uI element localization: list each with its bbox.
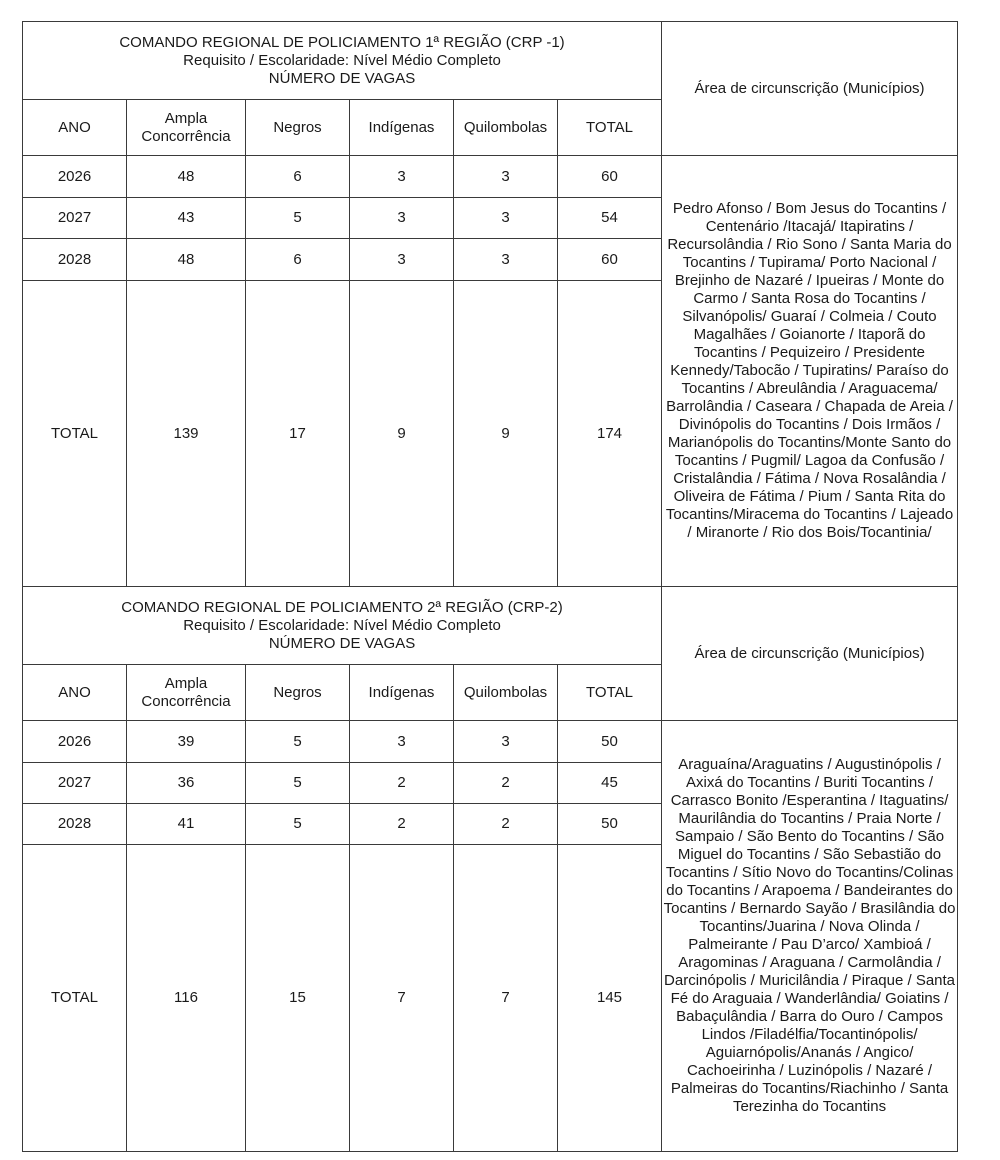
crp1-col-ampla	[127, 100, 246, 156]
crp2-col-ampla-line2: Concorrência	[141, 692, 231, 710]
crp2-vacancies-label: NÚMERO DE VAGAS	[268, 634, 416, 652]
crp2-requirement: Requisito / Escolaridade: Nível Médio Completo	[183, 616, 501, 634]
crp2-col-total: TOTAL	[558, 665, 662, 721]
cell: 2026	[23, 156, 127, 198]
crp2-area-header: Área de circunscrição (Municípios)	[662, 587, 958, 721]
cell: 145	[558, 845, 662, 1152]
crp2-col-quilombolas: Quilombolas	[454, 665, 558, 721]
crp1-col-quilombolas: Quilombolas	[454, 100, 558, 156]
crp1-col-indigenas: Indígenas	[350, 100, 454, 156]
cell: 3	[454, 721, 558, 763]
cell: 5	[246, 804, 350, 845]
table-row	[23, 721, 958, 763]
crp1-header	[23, 22, 662, 100]
crp1-title: COMANDO REGIONAL DE POLICIAMENTO 1ª REGIÃO (CRP -1)	[119, 33, 565, 51]
cell: TOTAL	[23, 845, 127, 1152]
crp2-col-ampla	[127, 665, 246, 721]
cell: 2	[454, 804, 558, 845]
cell: 41	[127, 804, 246, 845]
cell: 2	[454, 763, 558, 804]
cell: 5	[246, 763, 350, 804]
cell: 2027	[23, 198, 127, 239]
cell: 54	[558, 198, 662, 239]
crp1-requirement: Requisito / Escolaridade: Nível Médio Completo	[183, 51, 501, 69]
crp1-col-ampla-line2: Concorrência	[141, 127, 231, 145]
crp1-col-negros: Negros	[246, 100, 350, 156]
cell: 3	[350, 198, 454, 239]
cell: 9	[454, 281, 558, 587]
crp2-municipalities: Araguaína/Araguatins / Augustinópolis / Axixá do Tocantins / Buriti Tocantins / Carrasco Bonito /Esperantina / Itaguatins/ Maurilândia do Tocantins / Praia Norte / Sampaio / São Bento do Tocantins / São Miguel do Tocantins / São Sebastião do Tocantins / Sítio Novo do Tocantins/Colinas do Tocantins / Arapoema / Bandeirantes do Tocantins / Bernardo Sayão / Brasilândia do Tocantins/Juarina / Nova Olinda / Palmeirante / Pau D’arco/ Xambioá / Aragominas / Araguana / Carmolândia / Darcinópolis / Muricilândia / Piraque / Santa Fé do Araguaia / Wanderlândia/ Goiatins / Babaçulândia / Barra do Ouro / Campos Lindos /Filadélfia/Tocantinópolis/ Aguiarnópolis/Ananás / Angico/ Cachoeirinha / Luzinópolis / Nazaré / Palmeiras do Tocantins/Riachinho / Santa Terezinha do Tocantins	[662, 721, 958, 1152]
crp2-col-ampla-line1: Ampla	[164, 674, 208, 692]
cell: 2026	[23, 721, 127, 763]
crp1-table	[22, 21, 958, 587]
cell: 3	[454, 156, 558, 198]
cell: 3	[350, 239, 454, 281]
cell: 5	[246, 198, 350, 239]
cell: 9	[350, 281, 454, 587]
cell: 3	[350, 156, 454, 198]
cell: 7	[350, 845, 454, 1152]
cell: 2	[350, 804, 454, 845]
cell: 17	[246, 281, 350, 587]
cell: 60	[558, 239, 662, 281]
crp2-title: COMANDO REGIONAL DE POLICIAMENTO 2ª REGIÃO (CRP-2)	[121, 598, 563, 616]
cell: 3	[350, 721, 454, 763]
cell: 139	[127, 281, 246, 587]
cell: 2027	[23, 763, 127, 804]
crp1-col-total: TOTAL	[558, 100, 662, 156]
cell: 48	[127, 239, 246, 281]
crp1-municipalities: Pedro Afonso / Bom Jesus do Tocantins / Centenário /Itacajá/ Itapiratins / Recursolândia / Rio Sono / Santa Maria do Tocantins / Tupirama/ Porto Nacional / Brejinho de Nazaré / Ipueiras / Monte do Carmo / Santa Rosa do Tocantins / Silvanópolis/ Guaraí / Colmeia / Couto Magalhães / Goianorte / Itaporã do Tocantins / Pequizeiro / Presidente Kennedy/Tabocão / Tupiratins/ Paraíso do Tocantins / Abreulândia / Araguacema/ Barrolândia / Caseara / Chapada de Areia / Divinópolis do Tocantins / Dois Irmãos / Marianópolis do Tocantins/Monte Santo do Tocantins / Pugmil/ Lagoa da Confusão / Cristalândia / Fátima / Nova Rosalândia / Oliveira de Fátima / Pium / Santa Rita do Tocantins/Miracema do Tocantins / Lajeado / Miranorte / Rio dos Bois/Tocantinia/	[662, 156, 958, 587]
cell: 2	[350, 763, 454, 804]
cell: 2028	[23, 804, 127, 845]
cell: 3	[454, 239, 558, 281]
cell: 174	[558, 281, 662, 587]
table-row	[23, 156, 958, 198]
cell: 60	[558, 156, 662, 198]
crp2-col-indigenas: Indígenas	[350, 665, 454, 721]
crp1-col-ano: ANO	[23, 100, 127, 156]
cell: 2028	[23, 239, 127, 281]
cell: 5	[246, 721, 350, 763]
cell: 36	[127, 763, 246, 804]
cell: 15	[246, 845, 350, 1152]
crp1-area-header: Área de circunscrição (Municípios)	[662, 22, 958, 156]
crp2-table	[22, 586, 958, 1152]
crp1-col-ampla-line1: Ampla	[164, 109, 208, 127]
crp1-vacancies-label: NÚMERO DE VAGAS	[268, 69, 416, 87]
crp2-col-negros: Negros	[246, 665, 350, 721]
cell: 3	[454, 198, 558, 239]
cell: 50	[558, 721, 662, 763]
cell: 39	[127, 721, 246, 763]
cell: 48	[127, 156, 246, 198]
crp2-col-ano: ANO	[23, 665, 127, 721]
cell: 45	[558, 763, 662, 804]
cell: 7	[454, 845, 558, 1152]
cell: 43	[127, 198, 246, 239]
cell: 6	[246, 156, 350, 198]
cell: 6	[246, 239, 350, 281]
cell: 50	[558, 804, 662, 845]
cell: 116	[127, 845, 246, 1152]
crp2-header	[23, 587, 662, 665]
cell: TOTAL	[23, 281, 127, 587]
